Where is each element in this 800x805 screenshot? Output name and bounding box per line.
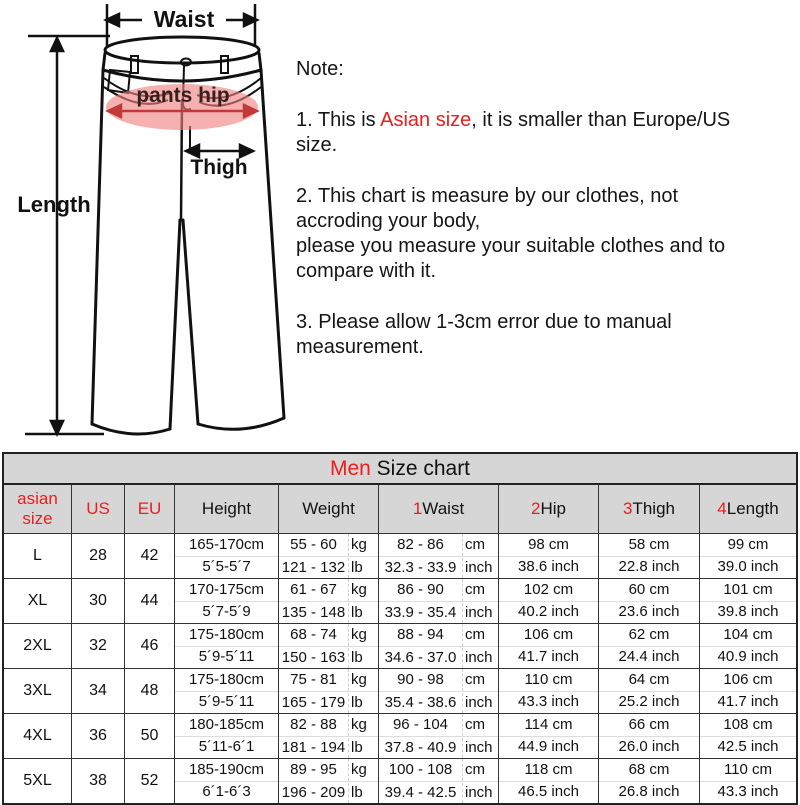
note-section [296, 57, 760, 386]
cell-height: 175-180cm 5´9-5´11 [175, 669, 279, 713]
cell-height: 185-190cm 6´1-6´3 [175, 759, 279, 803]
cell-weight: 75 - 81 kg 165 - 179 lb [279, 669, 379, 713]
cell-hip: 98 cm 38.6 inch [499, 534, 599, 578]
cell-eu: 44 [125, 579, 175, 623]
cell-waist: 96 - 104 cm 37.8 - 40.9 inch [379, 714, 499, 758]
cell-eu: 50 [125, 714, 175, 758]
cell-eu: 46 [125, 624, 175, 668]
cell-size: 4XL [4, 714, 72, 758]
cell-height: 165-170cm 5´5-5´7 [175, 534, 279, 578]
note-point-1: 1. This is Asian size, it is smaller than Europe/US size. [296, 109, 731, 156]
header-us: US [72, 485, 125, 533]
cell-length: 108 cm 42.5 inch [700, 714, 796, 758]
cell-thigh: 68 cm 26.8 inch [599, 759, 700, 803]
cell-eu: 42 [125, 534, 175, 578]
header-asian-size: asian size [4, 485, 72, 533]
cell-weight: 82 - 88 kg 181 - 194 lb [279, 714, 379, 758]
note-title: Note: [296, 58, 344, 80]
cell-eu: 52 [125, 759, 175, 803]
cell-thigh: 58 cm 22.8 inch [599, 534, 700, 578]
cell-hip: 106 cm 41.7 inch [499, 624, 599, 668]
cell-size: 3XL [4, 669, 72, 713]
table-row [4, 714, 796, 759]
cell-hip: 110 cm 43.3 inch [499, 669, 599, 713]
table-title: Men Size chart [4, 454, 796, 485]
pants-drawing-icon [0, 0, 300, 452]
cell-us: 28 [72, 534, 125, 578]
cell-height: 180-185cm 5´11-6´1 [175, 714, 279, 758]
cell-length: 101 cm 39.8 inch [700, 579, 796, 623]
cell-weight: 89 - 95 kg 196 - 209 lb [279, 759, 379, 803]
table-row [4, 534, 796, 579]
cell-weight: 61 - 67 kg 135 - 148 lb [279, 579, 379, 623]
cell-height: 170-175cm 5´7-5´9 [175, 579, 279, 623]
cell-size: 5XL [4, 759, 72, 803]
cell-length: 99 cm 39.0 inch [700, 534, 796, 578]
waist-label: Waist [142, 6, 226, 33]
cell-waist: 86 - 90 cm 33.9 - 35.4 inch [379, 579, 499, 623]
men-size-chart-table [2, 452, 798, 805]
cell-us: 32 [72, 624, 125, 668]
table-row [4, 759, 796, 803]
table-row [4, 579, 796, 624]
cell-hip: 114 cm 44.9 inch [499, 714, 599, 758]
table-header-row [4, 485, 796, 534]
cell-us: 30 [72, 579, 125, 623]
cell-length: 104 cm 40.9 inch [700, 624, 796, 668]
cell-us: 36 [72, 714, 125, 758]
cell-size: L [4, 534, 72, 578]
cell-waist: 100 - 108 cm 39.4 - 42.5 inch [379, 759, 499, 803]
pants-measurement-diagram [0, 0, 300, 452]
cell-thigh: 62 cm 24.4 inch [599, 624, 700, 668]
cell-length: 106 cm 41.7 inch [700, 669, 796, 713]
header-weight: Weight [279, 485, 379, 533]
cell-thigh: 64 cm 25.2 inch [599, 669, 700, 713]
cell-weight: 68 - 74 kg 150 - 163 lb [279, 624, 379, 668]
header-height: Height [175, 485, 279, 533]
note-point-2: 2. This chart is measure by our clothes, not accroding your body, please you measure your suitable clothes and to compare with it. [296, 185, 726, 282]
header-length: 4 Length [717, 499, 779, 518]
cell-waist: 82 - 86 cm 32.3 - 33.9 inch [379, 534, 499, 578]
cell-size: 2XL [4, 624, 72, 668]
asian-size-highlight: Asian size [380, 109, 472, 131]
cell-hip: 118 cm 46.5 inch [499, 759, 599, 803]
note-point-3: 3. Please allow 1-3cm error due to manual measurement. [296, 311, 672, 358]
cell-length: 110 cm 43.3 inch [700, 759, 796, 803]
header-thigh: 3 Thigh [599, 485, 700, 533]
header-hip: 2 Hip [499, 485, 599, 533]
pants-hip-label: pants hip [136, 84, 230, 107]
cell-waist: 90 - 98 cm 35.4 - 38.6 inch [379, 669, 499, 713]
length-label: Length [17, 192, 91, 217]
table-row [4, 669, 796, 714]
cell-us: 34 [72, 669, 125, 713]
header-waist: 1 Waist [379, 485, 499, 533]
thigh-label: Thigh [190, 156, 248, 179]
cell-height: 175-180cm 5´9-5´11 [175, 624, 279, 668]
cell-thigh: 60 cm 23.6 inch [599, 579, 700, 623]
cell-waist: 88 - 94 cm 34.6 - 37.0 inch [379, 624, 499, 668]
table-row [4, 624, 796, 669]
cell-size: XL [4, 579, 72, 623]
cell-weight: 55 - 60 kg 121 - 132 lb [279, 534, 379, 578]
header-eu: EU [125, 485, 175, 533]
cell-us: 38 [72, 759, 125, 803]
cell-eu: 48 [125, 669, 175, 713]
cell-hip: 102 cm 40.2 inch [499, 579, 599, 623]
cell-thigh: 66 cm 26.0 inch [599, 714, 700, 758]
